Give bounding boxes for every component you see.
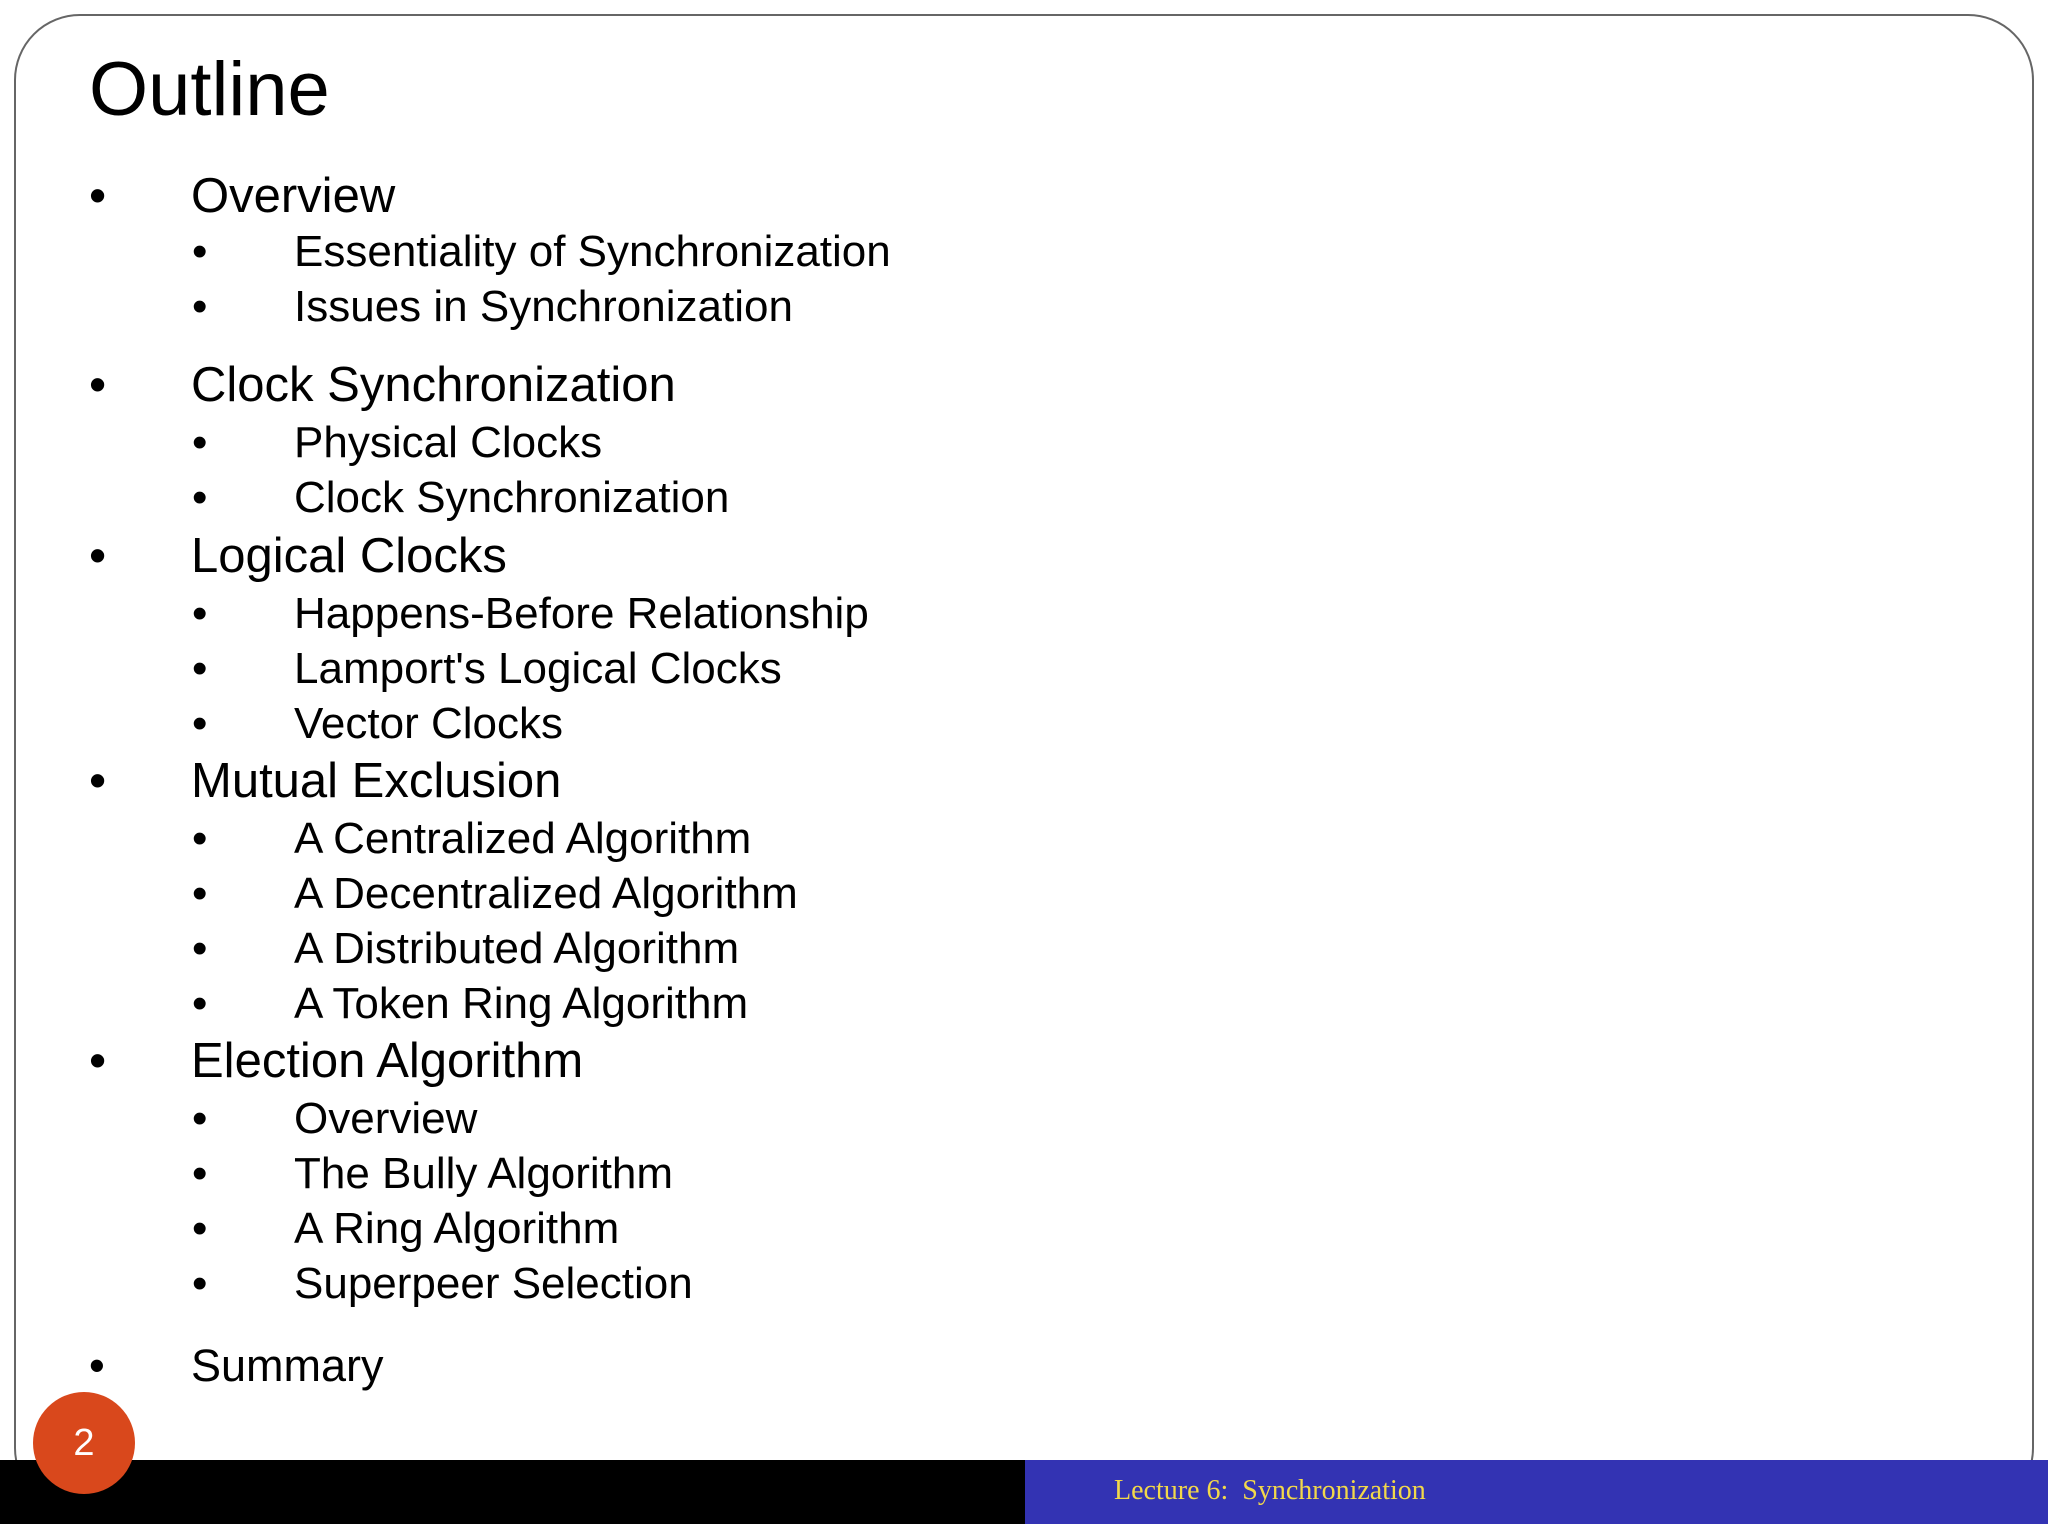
outline-subitem-label: Overview (294, 1094, 478, 1143)
bullet: • (89, 1034, 107, 1088)
outline-subitem-label: A Decentralized Algorithm (294, 869, 798, 918)
outline-item-label: Logical Clocks (191, 529, 507, 583)
bullet: • (192, 227, 208, 276)
bullet: • (89, 1340, 105, 1391)
outline-subitem-label: The Bully Algorithm (294, 1149, 674, 1198)
outline-subitem-label: Essentiality of Synchronization (294, 227, 891, 276)
bullet: • (192, 869, 208, 918)
bullet: • (89, 169, 107, 223)
outline-item-label: Summary (191, 1340, 384, 1391)
bullet: • (192, 924, 208, 973)
outline-subitem-label: A Distributed Algorithm (294, 924, 740, 973)
outline-subitem-label: Issues in Synchronization (294, 282, 793, 331)
bullet: • (89, 754, 107, 808)
bullet: • (192, 418, 208, 467)
bullet: • (192, 473, 208, 522)
bullet: • (192, 814, 208, 863)
outline-subitem-label: Clock Synchronization (294, 473, 730, 522)
bullet: • (89, 529, 107, 583)
bullet: • (192, 644, 208, 693)
outline-item-label: Clock Synchronization (191, 358, 676, 412)
outline-item-label: Mutual Exclusion (191, 754, 562, 808)
outline-subitem-label: Vector Clocks (294, 699, 563, 748)
footer-left-bar (0, 1460, 1025, 1524)
outline-item-label: Overview (191, 169, 396, 223)
outline-subitem-label: A Token Ring Algorithm (294, 979, 749, 1028)
slide-title: Outline (89, 47, 330, 132)
outline-subitem-label: Superpeer Selection (294, 1259, 693, 1308)
bullet: • (192, 699, 208, 748)
bullet: • (192, 589, 208, 638)
bullet: • (192, 979, 208, 1028)
bullet: • (89, 358, 107, 412)
page-number-badge: 2 (33, 1392, 135, 1494)
bullet: • (192, 1204, 208, 1253)
footer-lecture-title: Lecture 6: Synchronization (1114, 1475, 1426, 1506)
outline-subitem-label: Happens-Before Relationship (294, 589, 869, 638)
bullet: • (192, 1259, 208, 1308)
outline-subitem-label: Lamport's Logical Clocks (294, 644, 782, 693)
bullet: • (192, 282, 208, 331)
outline-subitem-label: Physical Clocks (294, 418, 603, 467)
outline-subitem-label: A Centralized Algorithm (294, 814, 752, 863)
outline-subitem-label: A Ring Algorithm (294, 1204, 620, 1253)
bullet: • (192, 1149, 208, 1198)
bullet: • (192, 1094, 208, 1143)
outline-item-label: Election Algorithm (191, 1034, 584, 1088)
